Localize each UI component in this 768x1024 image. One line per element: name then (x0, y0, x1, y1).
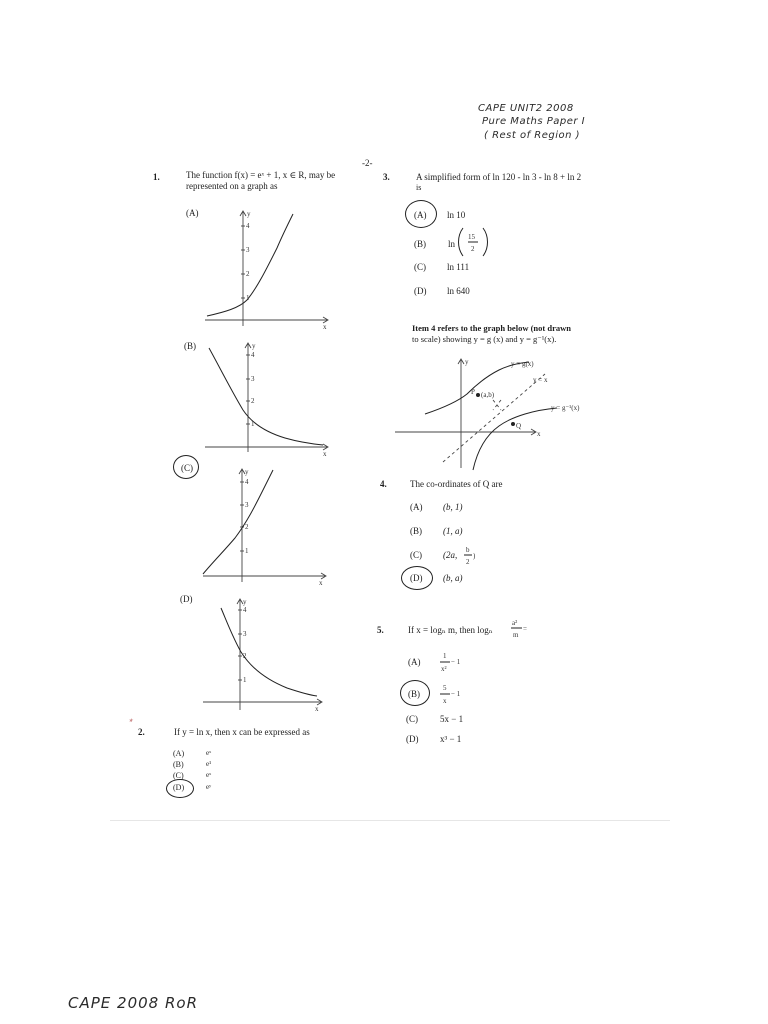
graph-d-tick-4: 4 (243, 606, 247, 614)
question-3-option-b-label: (B) (414, 239, 426, 249)
handwritten-header-line-3: ( Rest of Region ) (484, 130, 581, 141)
question-5-option-a-expr (438, 648, 478, 676)
handwritten-header-line-2: Pure Maths Paper I (482, 116, 586, 127)
graph-c-tick-2: 2 (245, 523, 249, 531)
graph-c-x-label: x (319, 579, 323, 587)
item-4-q-label: Q (516, 422, 522, 430)
question-2-number: 2. (138, 727, 145, 737)
question-1-number: 1. (153, 172, 160, 182)
page-marker: -2- (362, 158, 373, 168)
question-3-option-c-value: ln 111 (447, 262, 470, 272)
question-2-option-a-value: eˣ (206, 749, 212, 757)
graph-a-tick-3: 3 (246, 246, 250, 254)
item-4-ab-label: (a,b) (481, 391, 495, 399)
question-4-option-b-label: (B) (410, 526, 422, 536)
question-5-option-c-label: (C) (406, 714, 418, 724)
question-3-option-a-label: (A) (414, 210, 427, 220)
question-1-option-d-label: (D) (180, 594, 193, 604)
question-2-option-b-label: (B) (173, 760, 184, 769)
question-5-stem-frac-num: a² (512, 619, 518, 627)
point-q (511, 422, 515, 426)
question-5-option-b-frac-num: 5 (443, 684, 447, 692)
question-5-option-d-label: (D) (406, 734, 419, 744)
question-3-option-b-frac-den: 2 (471, 245, 475, 253)
graph-d-tick-1: 1 (243, 676, 247, 684)
question-1-graph-b (195, 340, 335, 458)
question-1-graph-d (195, 596, 335, 714)
question-5-option-d-value: x³ − 1 (440, 734, 462, 744)
question-1-option-c-label: (C) (181, 463, 193, 473)
question-5-option-b-expr (438, 680, 478, 708)
item-4-x-label: x (537, 430, 541, 438)
graph-b-tick-4: 4 (251, 351, 255, 359)
question-2-answer-circle (166, 779, 194, 798)
question-5-option-c-value: 5x − 1 (440, 714, 464, 724)
question-5-option-a-label: (A) (408, 657, 421, 667)
question-1-option-a-label: (A) (186, 208, 199, 218)
question-2-option-d-value: eʸ (206, 783, 212, 791)
graph-a-x-label: x (323, 323, 327, 331)
item-4-graph (395, 352, 595, 470)
question-2-option-c-value: eˣ (206, 771, 212, 779)
item-4-yx-label: y = x (533, 376, 548, 384)
handwritten-header-line-1: CAPE UNIT2 2008 (478, 103, 574, 114)
item-4-intro-line-2: to scale) showing y = g (x) and y = g⁻¹(x). (412, 334, 557, 344)
question-5-option-b-tail: − 1 (451, 690, 461, 698)
question-3-stem-line-2: is (416, 183, 422, 192)
question-4-option-a-value: (b, 1) (443, 502, 463, 512)
handwritten-footer-note: CAPE 2008 RoR (68, 994, 198, 1012)
graph-c-tick-1: 1 (245, 547, 249, 555)
question-5-stem-suffix: = (523, 625, 527, 633)
question-3-option-c-label: (C) (414, 262, 426, 272)
question-4-option-c-frac-num: b (466, 546, 470, 554)
question-2-option-c-label: (C) (173, 771, 184, 780)
question-5-option-a-frac-num: 1 (443, 652, 447, 660)
question-4-option-c-fraction (462, 543, 478, 567)
question-5-answer-circle (400, 680, 430, 706)
graph-b-tick-3: 3 (251, 375, 255, 383)
question-3-option-d-value: ln 640 (447, 286, 470, 296)
question-3-option-b-value: ln (448, 239, 456, 249)
graph-b-tick-2: 2 (251, 397, 255, 405)
question-1-graph-c (195, 466, 335, 586)
question-3-option-d-label: (D) (414, 286, 427, 296)
item-4-g-label: y = g(x) (511, 360, 534, 368)
question-3-answer-circle (405, 200, 437, 228)
question-4-option-d-label: (D) (410, 573, 423, 583)
graph-c-tick-3: 3 (245, 501, 249, 509)
graph-d-tick-3: 3 (243, 630, 247, 638)
question-3-number: 3. (383, 172, 390, 182)
scan-artifact-line (110, 820, 670, 821)
item-4-y-label: y (465, 358, 469, 366)
question-5-stem-fraction (510, 614, 536, 642)
question-5-number: 5. (377, 625, 384, 635)
question-3-option-a-value: ln 10 (447, 210, 466, 220)
question-4-option-b-value: (1, a) (443, 526, 463, 536)
question-5-stem-frac-den: m (513, 631, 519, 639)
question-3-stem-line-1: A simplified form of ln 120 - ln 3 - ln 8 + ln 2 (416, 172, 582, 182)
graph-b-tick-1: 1 (251, 420, 255, 428)
question-2-option-d-label: (D) (173, 783, 185, 792)
question-2-margin-tick: ٭ (128, 716, 133, 726)
item-4-ginv-label: y = g⁻¹(x) (551, 404, 580, 412)
graph-c-y-label: y (245, 468, 249, 476)
graph-d-y-label: y (243, 598, 247, 606)
question-5-option-b-frac-den: x (443, 697, 447, 705)
question-1-option-b-label: (B) (184, 341, 196, 351)
question-1-graph-a (195, 208, 335, 331)
question-4-option-d-value: (b, a) (443, 573, 463, 583)
question-3-option-b-frac-num: 15 (468, 233, 475, 241)
question-4-answer-circle (401, 566, 433, 590)
graph-b-x-label: x (323, 450, 327, 458)
graph-d-tick-2: 2 (243, 652, 247, 660)
question-4-number: 4. (380, 479, 387, 489)
item-4-intro-line-1: Item 4 refers to the graph below (not drawn (412, 323, 571, 333)
question-5-option-b-label: (B) (408, 689, 420, 699)
point-p (476, 393, 480, 397)
question-4-stem: The co-ordinates of Q are (410, 479, 503, 489)
question-1-stem-line-2: represented on a graph as (186, 181, 278, 191)
question-5-option-a-frac-den: x² (441, 665, 447, 673)
question-3-option-b-bracket (457, 226, 489, 258)
question-4-option-c-frac-den: 2 (466, 558, 470, 566)
question-2-option-b-value: e¹ (206, 760, 212, 768)
question-2-stem: If y = ln x, then x can be expressed as (174, 727, 310, 737)
question-4-option-c-close: ) (473, 552, 476, 560)
graph-b-y-label: y (252, 342, 256, 350)
question-2-option-a-label: (A) (173, 749, 185, 758)
graph-a-tick-2: 2 (246, 270, 250, 278)
question-4-option-c-label: (C) (410, 550, 422, 560)
graph-d-x-label: x (315, 705, 319, 713)
question-4-option-c-value: (2a, (443, 550, 458, 560)
question-4-option-a-label: (A) (410, 502, 423, 512)
graph-a-y-label: y (247, 210, 251, 218)
item-4-p-label: P (471, 388, 475, 396)
question-5-stem-prefix: If x = logₙ m, then logₙ (408, 625, 493, 635)
question-1-stem-line-1: The function f(x) = eˣ + 1, x ∈ R, may be (186, 170, 336, 180)
graph-c-tick-4: 4 (245, 478, 249, 486)
graph-a-tick-4: 4 (246, 222, 250, 230)
question-5-option-a-tail: − 1 (451, 658, 461, 666)
graph-a-tick-1: 1 (246, 294, 250, 302)
